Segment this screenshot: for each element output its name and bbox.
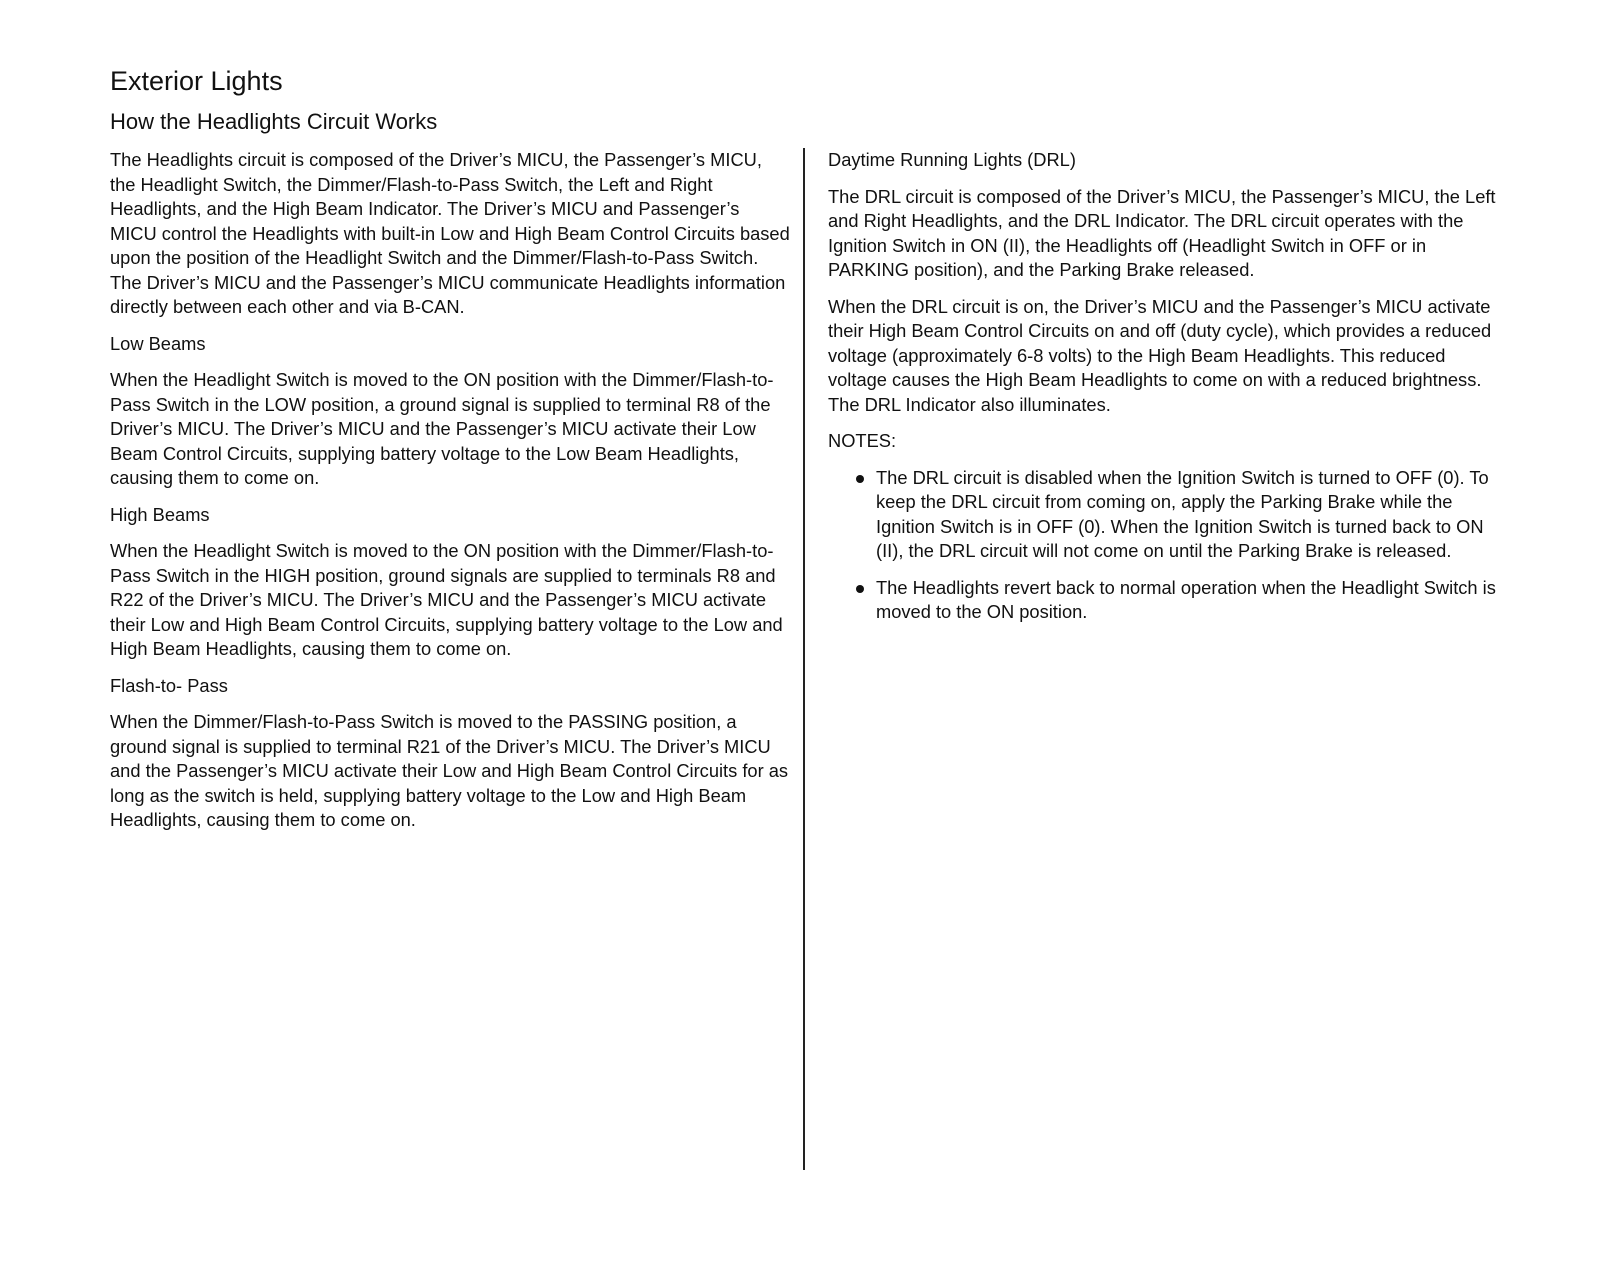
low-beams-heading: Low Beams [110,332,206,354]
notes-list [828,466,1508,625]
bullet-icon [856,475,864,483]
flash-to-pass-heading: Flash-to- Pass [110,674,228,696]
drl-paragraph-composition: The DRL circuit is composed of the Driver’s MICU, the Passenger’s MICU, the Left and Right Headlights, and the DRL Indicator. The DRL circuit operates with the Ignition Switch in ON (II), the Headlights off (Headlight Switch in OFF or in PARKING position), and the Parking Brake released. [828,185,1496,280]
high-beams-paragraph: When the Headlight Switch is moved to the ON position with the Dimmer/Flash-to-Pass Switch in the HIGH position, ground signals are supplied to terminals R8 and R22 of the Driver’s MICU. The Driver’s MICU and the Passenger’s MICU activate their Low and High Beam Control Circuits, supplying battery voltage to the Low and High Beam Headlights, causing them to come on. [110,540,783,659]
notes-heading: NOTES: [828,430,897,451]
note-text: The DRL circuit is disabled when the Ignition Switch is turned to OFF (0). To keep the DRL circuit from coming on, apply the Parking Brake while the Ignition Switch is in OFF (0). When the Ignition Switch is turned back to ON (II), the DRL circuit will not come on until the Parking Brake is released. [876,466,1489,561]
low-beams-paragraph: When the Headlight Switch is moved to the ON position with the Dimmer/Flash-to-Pass Switch in the LOW position, a ground signal is supplied to terminal R8 of the Driver’s MICU. The Driver’s MICU and the Passenger’s MICU activate their Low Beam Control Circuits, supplying battery voltage to the Low Beam Headlights, causing them to come on. [110,369,774,488]
drl-paragraph-operation: When the DRL circuit is on, the Driver’s MICU and the Passenger’s MICU activate their High Beam Control Circuits on and off (duty cycle), which provides a reduced voltage (approximately 6-8 volts) to the High Beam Headlights. This reduced voltage causes the High Beam Headlights to come on with a reduced brightness. The DRL Indicator also illuminates. [828,295,1492,415]
drl-heading: Daytime Running Lights (DRL) [828,149,1076,170]
left-column [110,148,790,845]
column-divider [803,148,805,1170]
note-item [828,576,1508,625]
section-title: How the Headlights Circuit Works [110,109,438,134]
note-text: The Headlights revert back to normal operation when the Headlight Switch is moved to the ON position. [876,576,1496,622]
intro-paragraph: The Headlights circuit is composed of the Driver’s MICU, the Passenger’s MICU, the Headlight Switch, the Dimmer/Flash-to-Pass Switch, the Left and Right Headlights, and the High Beam Indicator. The Driver’s MICU and Passenger’s MICU control the Headlights with built-in Low and High Beam Control Circuits based upon the position of the Headlight Switch and the Dimmer/Flash-to-Pass Switch. The Driver’s MICU and the Passenger’s MICU communicate Headlights information directly between each other and via B-CAN. [110,149,790,317]
flash-to-pass-paragraph: When the Dimmer/Flash-to-Pass Switch is moved to the PASSING position, a ground signal is supplied to terminal R21 of the Driver’s MICU. The Driver’s MICU and the Passenger’s MICU activate their Low and High Beam Control Circuits for as long as the switch is held, supplying battery voltage to the Low and High Beam Headlights, causing them to come on. [110,711,789,830]
right-column [828,148,1508,637]
note-item [828,466,1508,564]
bullet-icon [856,585,864,593]
page-title: Exterior Lights [110,66,283,96]
high-beams-heading: High Beams [110,503,210,525]
